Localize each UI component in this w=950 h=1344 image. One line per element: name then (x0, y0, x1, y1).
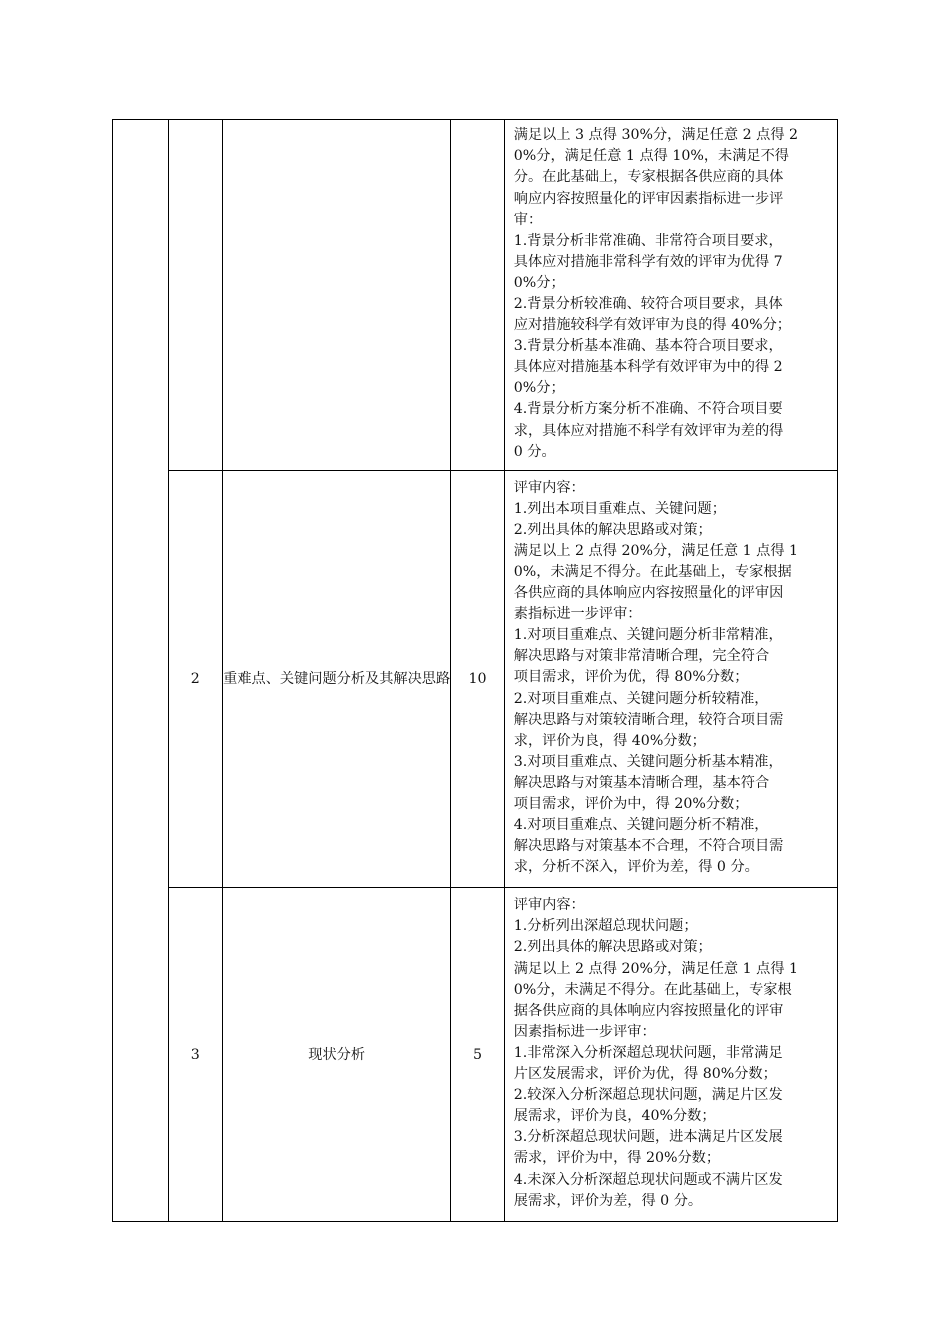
criteria-line: 解决思路与对策基本清晰合理，基本符合 (513, 774, 770, 791)
table-row (113, 888, 838, 1222)
criteria-line: 0%分； (513, 380, 565, 397)
criteria-line: 1.列出本项目重难点、关键问题； (513, 500, 726, 517)
criteria-line: 项目需求，评价为中，得 20%分数； (513, 796, 749, 813)
criteria-cell (504, 888, 837, 1222)
criteria-line: 解决思路与对策基本不合理，不符合项目需 (513, 838, 784, 855)
scoring-table (112, 119, 838, 1222)
criteria-line: 审： (513, 211, 543, 228)
score-cell (451, 120, 505, 471)
score-cell: 5 (451, 888, 505, 1222)
row-number-cell: 3 (168, 888, 223, 1222)
criteria-line: 项目需求，评价为优，得 80%分数； (513, 669, 749, 686)
criteria-line: 展需求，评价为差，得 0 分。 (513, 1192, 703, 1209)
criteria-line: 评审内容： (513, 897, 585, 914)
item-name-cell (223, 120, 451, 471)
criteria-line: 应对措施较科学有效评审为良的得 40%分； (513, 317, 791, 334)
criteria-line: 解决思路与对策非常清晰合理，完全符合 (513, 648, 770, 665)
criteria-line: 因素指标进一步评审： (513, 1023, 656, 1040)
criteria-line: 展需求，评价为良，40%分数； (513, 1108, 716, 1125)
criteria-line: 分。在此基础上，专家根据各供应商的具体 (513, 169, 784, 186)
criteria-line: 素指标进一步评审： (513, 606, 642, 623)
criteria-line: 3.对项目重难点、关键问题分析基本精准， (513, 753, 783, 770)
criteria-line: 满足以上 3 点得 30%分，满足任意 2 点得 2 (513, 127, 799, 144)
criteria-line: 2.背景分析较准确、较符合项目要求，具体 (513, 296, 783, 312)
criteria-line: 2.较深入分析深超总现状问题，满足片区发 (513, 1087, 783, 1104)
criteria-line: 2.列出具体的解决思路或对策； (513, 939, 712, 956)
criteria-line: 求，具体应对措施不科学有效评审为差的得 (513, 422, 784, 439)
item-name-cell: 现状分析 (223, 888, 451, 1222)
criteria-line: 0%分，满足任意 1 点得 10%，未满足不得 (513, 148, 789, 165)
criteria-cell (504, 471, 837, 888)
criteria-line: 4.对项目重难点、关键问题分析不精准， (513, 817, 769, 834)
criteria-line: 解决思路与对策较清晰合理，较符合项目需 (513, 711, 784, 728)
criteria-line: 4.背景分析方案分析不准确、不符合项目要 (513, 401, 783, 418)
table-row (113, 471, 838, 888)
score-cell: 10 (451, 471, 505, 888)
criteria-line: 0%分，未满足不得分。在此基础上，专家根 (513, 981, 792, 998)
table-row (113, 120, 838, 471)
criteria-line: 需求，评价为中，得 20%分数； (513, 1150, 721, 1167)
criteria-line: 求，分析不深入，评价为差，得 0 分。 (513, 859, 759, 876)
criteria-line: 4.未深入分析深超总现状问题或不满片区发 (513, 1171, 783, 1188)
group-cell (113, 120, 169, 1222)
criteria-line: 0%分； (513, 274, 565, 291)
criteria-line: 满足以上 2 点得 20%分，满足任意 1 点得 1 (513, 960, 799, 977)
criteria-text (505, 477, 837, 882)
criteria-line: 2.列出具体的解决思路或对策； (513, 521, 712, 538)
criteria-line: 具体应对措施非常科学有效的评审为优得 7 (513, 253, 783, 270)
criteria-line: 0 分。 (513, 443, 556, 460)
criteria-line: 2.对项目重难点、关键问题分析较精准， (513, 690, 769, 707)
item-name-cell: 重难点、关键问题分析及其解决思路 (223, 471, 451, 888)
row-number-cell: 2 (168, 471, 223, 888)
criteria-line: 据各供应商的具体响应内容按照量化的评审 (513, 1002, 784, 1019)
criteria-line: 1.非常深入分析深超总现状问题，非常满足 (513, 1044, 783, 1061)
criteria-line: 1.分析列出深超总现状问题； (513, 918, 698, 935)
criteria-line: 3.背景分析基本准确、基本符合项目要求， (513, 338, 783, 355)
criteria-line: 片区发展需求，评价为优，得 80%分数； (513, 1066, 777, 1083)
criteria-cell (504, 120, 837, 471)
criteria-line: 3.分析深超总现状问题，进本满足片区发展 (513, 1129, 783, 1146)
criteria-text (505, 124, 837, 466)
row-number-cell (168, 120, 223, 471)
criteria-line: 满足以上 2 点得 20%分，满足任意 1 点得 1 (513, 542, 799, 559)
criteria-line: 0%，未满足不得分。在此基础上，专家根据 (513, 563, 792, 580)
criteria-line: 1.背景分析非常准确、非常符合项目要求， (513, 232, 783, 249)
criteria-text (505, 894, 837, 1214)
criteria-line: 具体应对措施基本科学有效评审为中的得 2 (513, 359, 783, 376)
criteria-line: 求，评价为良，得 40%分数； (513, 732, 706, 749)
criteria-line: 1.对项目重难点、关键问题分析非常精准， (513, 627, 783, 644)
criteria-line: 各供应商的具体响应内容按照量化的评审因 (513, 585, 784, 602)
criteria-line: 评审内容： (513, 479, 585, 496)
criteria-line: 响应内容按照量化的评审因素指标进一步评 (513, 190, 784, 207)
